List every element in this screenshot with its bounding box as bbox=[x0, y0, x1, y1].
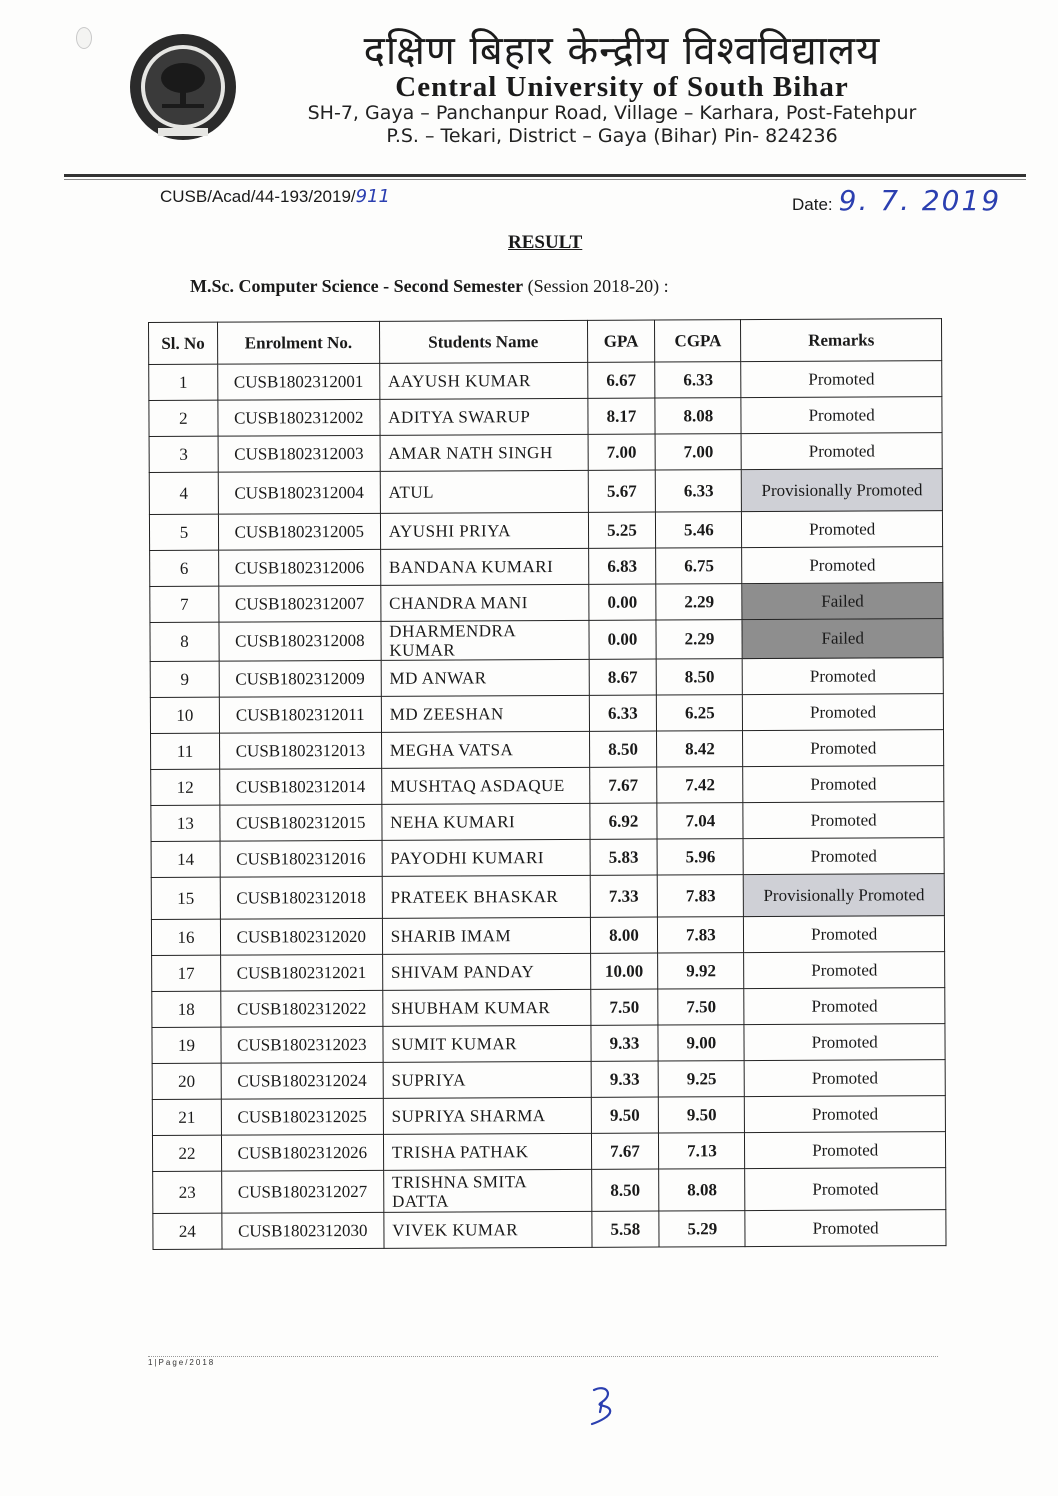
table-row bbox=[149, 469, 942, 515]
cell-sl-no: 12 bbox=[151, 769, 220, 805]
cell-remarks: Promoted bbox=[742, 547, 943, 584]
cell-cgpa: 7.83 bbox=[658, 875, 744, 917]
table-row bbox=[150, 547, 943, 587]
header-student-name: Students Name bbox=[379, 320, 587, 363]
table-row bbox=[150, 619, 943, 662]
table-row bbox=[151, 802, 944, 842]
header-divider bbox=[64, 174, 1026, 177]
cell-sl-no: 13 bbox=[151, 805, 220, 841]
session-text: (Session 2018-20) : bbox=[523, 276, 669, 296]
cell-cgpa: 5.96 bbox=[657, 839, 743, 875]
cell-sl-no: 23 bbox=[153, 1171, 222, 1213]
cell-gpa: 0.00 bbox=[588, 584, 656, 620]
cell-student-name: NEHA KUMARI bbox=[382, 803, 590, 840]
cell-sl-no: 1 bbox=[149, 364, 218, 400]
cell-student-name: AYUSHI PRIYA bbox=[380, 512, 588, 549]
cell-cgpa: 7.00 bbox=[655, 434, 741, 470]
cell-remarks: Provisionally Promoted bbox=[744, 874, 945, 917]
cell-gpa: 7.00 bbox=[588, 434, 656, 470]
table-row bbox=[149, 397, 942, 437]
cell-remarks: Promoted bbox=[743, 730, 944, 767]
cell-enrolment-no: CUSB1802312026 bbox=[221, 1134, 383, 1171]
cell-enrolment-no: CUSB1802312022 bbox=[221, 990, 383, 1027]
cell-remarks: Promoted bbox=[742, 658, 943, 695]
cell-cgpa: 7.04 bbox=[657, 803, 743, 839]
cell-sl-no: 15 bbox=[151, 877, 220, 919]
cell-student-name: MUSHTAQ ASDAQUE bbox=[381, 767, 589, 804]
reference-number bbox=[160, 186, 390, 207]
cell-gpa: 5.83 bbox=[590, 839, 658, 875]
table-row bbox=[152, 1096, 945, 1136]
header-gpa: GPA bbox=[587, 320, 655, 362]
cell-cgpa: 7.83 bbox=[658, 917, 744, 953]
course-subtitle bbox=[190, 276, 669, 297]
cell-sl-no: 19 bbox=[152, 1027, 221, 1063]
cell-sl-no: 21 bbox=[152, 1099, 221, 1135]
cell-student-name: SHARIB IMAM bbox=[382, 917, 590, 954]
cell-student-name: BANDANA KUMARI bbox=[380, 548, 588, 585]
cell-cgpa: 6.33 bbox=[656, 470, 742, 512]
cell-gpa: 0.00 bbox=[588, 620, 656, 659]
cell-student-name: SUMIT KUMAR bbox=[383, 1025, 591, 1062]
cell-sl-no: 7 bbox=[150, 586, 219, 622]
table-row bbox=[151, 874, 944, 920]
cell-cgpa: 6.33 bbox=[655, 362, 741, 398]
cell-remarks: Failed bbox=[742, 619, 943, 659]
cell-cgpa: 9.50 bbox=[659, 1097, 745, 1133]
cell-cgpa: 8.08 bbox=[659, 1169, 745, 1211]
table-row bbox=[153, 1210, 946, 1250]
table-header-row bbox=[149, 319, 942, 365]
cell-gpa: 6.67 bbox=[587, 362, 655, 398]
cell-student-name: CHANDRA MANI bbox=[381, 584, 589, 621]
address-line-1: SH-7, Gaya – Panchanpur Road, Village – Karhara, Post-Fatehpur bbox=[307, 102, 917, 124]
header-cgpa: CGPA bbox=[655, 320, 741, 362]
reference-handwritten: 911 bbox=[355, 186, 390, 207]
cell-gpa: 7.67 bbox=[591, 1133, 659, 1169]
cell-gpa: 9.33 bbox=[591, 1061, 659, 1097]
cell-cgpa: 5.29 bbox=[659, 1211, 745, 1247]
cell-sl-no: 24 bbox=[153, 1213, 222, 1249]
cell-cgpa: 6.75 bbox=[656, 548, 742, 584]
cell-enrolment-no: CUSB1802312020 bbox=[220, 918, 382, 955]
cell-cgpa: 9.25 bbox=[659, 1061, 745, 1097]
cell-student-name: DHARMENDRA KUMAR bbox=[381, 620, 589, 660]
table-row bbox=[151, 838, 944, 878]
cell-cgpa: 7.42 bbox=[657, 767, 743, 803]
cell-gpa: 6.33 bbox=[589, 695, 657, 731]
cell-student-name: TRISHA PATHAK bbox=[383, 1133, 591, 1170]
cell-gpa: 10.00 bbox=[590, 953, 658, 989]
cell-student-name: MD ANWAR bbox=[381, 659, 589, 696]
table-row bbox=[151, 916, 944, 956]
cell-student-name: SHIVAM PANDAY bbox=[382, 953, 590, 990]
result-table bbox=[148, 318, 947, 1250]
cell-sl-no: 5 bbox=[149, 514, 218, 550]
cell-gpa: 7.67 bbox=[589, 767, 657, 803]
cell-remarks: Promoted bbox=[745, 1132, 946, 1169]
cell-remarks: Promoted bbox=[742, 511, 943, 548]
cell-remarks: Promoted bbox=[743, 766, 944, 803]
table-row bbox=[152, 1132, 945, 1172]
cell-remarks: Promoted bbox=[744, 1024, 945, 1061]
cell-student-name: MEGHA VATSA bbox=[381, 731, 589, 768]
table-row bbox=[152, 1060, 945, 1100]
cell-enrolment-no: CUSB1802312025 bbox=[221, 1098, 383, 1135]
table-row bbox=[149, 361, 942, 401]
cell-remarks: Provisionally Promoted bbox=[742, 469, 943, 512]
cell-cgpa: 6.25 bbox=[657, 695, 743, 731]
cell-sl-no: 9 bbox=[150, 661, 219, 697]
cell-remarks: Promoted bbox=[741, 397, 942, 434]
cell-gpa: 9.33 bbox=[590, 1025, 658, 1061]
cell-student-name: SHUBHAM KUMAR bbox=[383, 989, 591, 1026]
cell-remarks: Promoted bbox=[744, 1060, 945, 1097]
cell-sl-no: 4 bbox=[149, 472, 218, 514]
cell-sl-no: 16 bbox=[151, 919, 220, 955]
cell-enrolment-no: CUSB1802312002 bbox=[218, 399, 380, 436]
cell-enrolment-no: CUSB1802312011 bbox=[219, 696, 381, 733]
university-name-hindi: दक्षिण बिहार केन्द्रीय विश्वविद्यालय bbox=[363, 28, 881, 74]
cell-enrolment-no: CUSB1802312030 bbox=[222, 1212, 384, 1249]
table-row bbox=[150, 583, 943, 623]
cell-student-name: AAYUSH KUMAR bbox=[379, 362, 587, 399]
table-row bbox=[152, 952, 945, 992]
cell-enrolment-no: CUSB1802312003 bbox=[218, 435, 380, 472]
cell-remarks: Promoted bbox=[741, 433, 942, 470]
cell-student-name: TRISHNA SMITA DATTA bbox=[383, 1169, 591, 1212]
cell-enrolment-no: CUSB1802312027 bbox=[222, 1170, 384, 1213]
cell-cgpa: 9.92 bbox=[658, 953, 744, 989]
cell-gpa: 8.00 bbox=[590, 917, 658, 953]
course-name: M.Sc. Computer Science - Second Semester bbox=[190, 276, 524, 296]
cell-gpa: 7.33 bbox=[590, 875, 658, 917]
table-row bbox=[152, 988, 945, 1028]
cell-gpa: 6.92 bbox=[589, 803, 657, 839]
cell-remarks: Promoted bbox=[741, 361, 942, 398]
cell-sl-no: 17 bbox=[152, 955, 221, 991]
cell-enrolment-no: CUSB1802312018 bbox=[220, 876, 382, 919]
cell-cgpa: 9.00 bbox=[658, 1025, 744, 1061]
cell-student-name: ATUL bbox=[380, 470, 588, 513]
table-row bbox=[151, 730, 944, 770]
cell-student-name: AMAR NATH SINGH bbox=[380, 434, 588, 471]
cell-remarks: Promoted bbox=[745, 1168, 946, 1211]
cell-gpa: 9.50 bbox=[591, 1097, 659, 1133]
cell-sl-no: 11 bbox=[151, 733, 220, 769]
cell-gpa: 5.58 bbox=[591, 1211, 659, 1247]
cell-remarks: Promoted bbox=[745, 1096, 946, 1133]
cell-enrolment-no: CUSB1802312001 bbox=[218, 363, 380, 400]
cell-remarks: Promoted bbox=[744, 916, 945, 953]
cell-sl-no: 18 bbox=[152, 991, 221, 1027]
page-footer: 1|Page/2018 bbox=[148, 1358, 216, 1367]
cell-student-name: PAYODHI KUMARI bbox=[382, 839, 590, 876]
cell-enrolment-no: CUSB1802312007 bbox=[219, 585, 381, 622]
table-row bbox=[150, 658, 943, 698]
header-divider-thin bbox=[64, 179, 1026, 180]
table-row bbox=[153, 1168, 946, 1214]
table-row bbox=[150, 694, 943, 734]
header-enrolment: Enrolment No. bbox=[217, 321, 379, 364]
table-row bbox=[149, 433, 942, 473]
cell-gpa: 8.50 bbox=[591, 1169, 659, 1211]
cell-enrolment-no: CUSB1802312021 bbox=[220, 954, 382, 991]
cell-remarks: Promoted bbox=[745, 1210, 946, 1247]
cell-enrolment-no: CUSB1802312006 bbox=[218, 549, 380, 586]
cell-enrolment-no: CUSB1802312016 bbox=[220, 840, 382, 877]
cell-enrolment-no: CUSB1802312013 bbox=[219, 732, 381, 769]
cell-gpa: 8.17 bbox=[587, 398, 655, 434]
date-value: 9. 7. 2019 bbox=[838, 184, 1002, 217]
table-row bbox=[152, 1024, 945, 1064]
university-name-english: Central University of South Bihar bbox=[395, 71, 849, 103]
cell-cgpa: 8.42 bbox=[657, 731, 743, 767]
cell-remarks: Failed bbox=[742, 583, 943, 620]
university-seal-icon bbox=[128, 32, 238, 142]
cell-enrolment-no: CUSB1802312015 bbox=[220, 804, 382, 841]
cell-gpa: 6.83 bbox=[588, 548, 656, 584]
cell-student-name: SUPRIYA bbox=[383, 1061, 591, 1098]
cell-cgpa: 7.50 bbox=[658, 989, 744, 1025]
cell-remarks: Promoted bbox=[743, 802, 944, 839]
issue-date bbox=[792, 184, 1001, 217]
cell-remarks: Promoted bbox=[744, 988, 945, 1025]
cell-sl-no: 6 bbox=[150, 550, 219, 586]
cell-cgpa: 8.50 bbox=[657, 659, 743, 695]
cell-sl-no: 8 bbox=[150, 622, 219, 661]
cell-cgpa: 8.08 bbox=[655, 398, 741, 434]
cell-sl-no: 22 bbox=[152, 1135, 221, 1171]
cell-sl-no: 14 bbox=[151, 841, 220, 877]
cell-cgpa: 7.13 bbox=[659, 1133, 745, 1169]
cell-remarks: Promoted bbox=[744, 952, 945, 989]
cell-gpa: 5.67 bbox=[588, 470, 656, 512]
punch-hole bbox=[76, 27, 92, 49]
signature-mark bbox=[580, 1382, 620, 1427]
table-row bbox=[151, 766, 944, 806]
cell-student-name: ADITYA SWARUP bbox=[380, 398, 588, 435]
cell-student-name: PRATEEK BHASKAR bbox=[382, 875, 590, 918]
cell-enrolment-no: CUSB1802312005 bbox=[218, 513, 380, 550]
cell-sl-no: 20 bbox=[152, 1063, 221, 1099]
cell-enrolment-no: CUSB1802312009 bbox=[219, 660, 381, 697]
date-label: Date: bbox=[792, 195, 833, 214]
cell-sl-no: 3 bbox=[149, 436, 218, 472]
cell-enrolment-no: CUSB1802312004 bbox=[218, 471, 380, 514]
cell-enrolment-no: CUSB1802312024 bbox=[221, 1062, 383, 1099]
cell-student-name: MD ZEESHAN bbox=[381, 695, 589, 732]
cell-enrolment-no: CUSB1802312008 bbox=[219, 621, 381, 661]
cell-enrolment-no: CUSB1802312023 bbox=[221, 1026, 383, 1063]
cell-gpa: 7.50 bbox=[590, 989, 658, 1025]
cell-enrolment-no: CUSB1802312014 bbox=[220, 768, 382, 805]
cell-gpa: 8.67 bbox=[589, 659, 657, 695]
footer-divider bbox=[148, 1356, 938, 1357]
cell-cgpa: 5.46 bbox=[656, 512, 742, 548]
cell-cgpa: 2.29 bbox=[656, 584, 742, 620]
cell-student-name: VIVEK KUMAR bbox=[384, 1211, 592, 1248]
cell-sl-no: 10 bbox=[150, 697, 219, 733]
cell-gpa: 8.50 bbox=[589, 731, 657, 767]
reference-prefix: CUSB/Acad/44-193/2019/ bbox=[160, 187, 356, 206]
cell-student-name: SUPRIYA SHARMA bbox=[383, 1097, 591, 1134]
cell-remarks: Promoted bbox=[743, 838, 944, 875]
address-line-2: P.S. – Tekari, District – Gaya (Bihar) Pin- 824236 bbox=[386, 125, 838, 147]
cell-gpa: 5.25 bbox=[588, 512, 656, 548]
header-remarks: Remarks bbox=[741, 319, 942, 362]
cell-remarks: Promoted bbox=[743, 694, 944, 731]
cell-sl-no: 2 bbox=[149, 400, 218, 436]
table-row bbox=[149, 511, 942, 551]
header-sl-no: Sl. No bbox=[149, 322, 218, 364]
result-title: RESULT bbox=[508, 232, 583, 253]
cell-cgpa: 2.29 bbox=[656, 620, 742, 659]
